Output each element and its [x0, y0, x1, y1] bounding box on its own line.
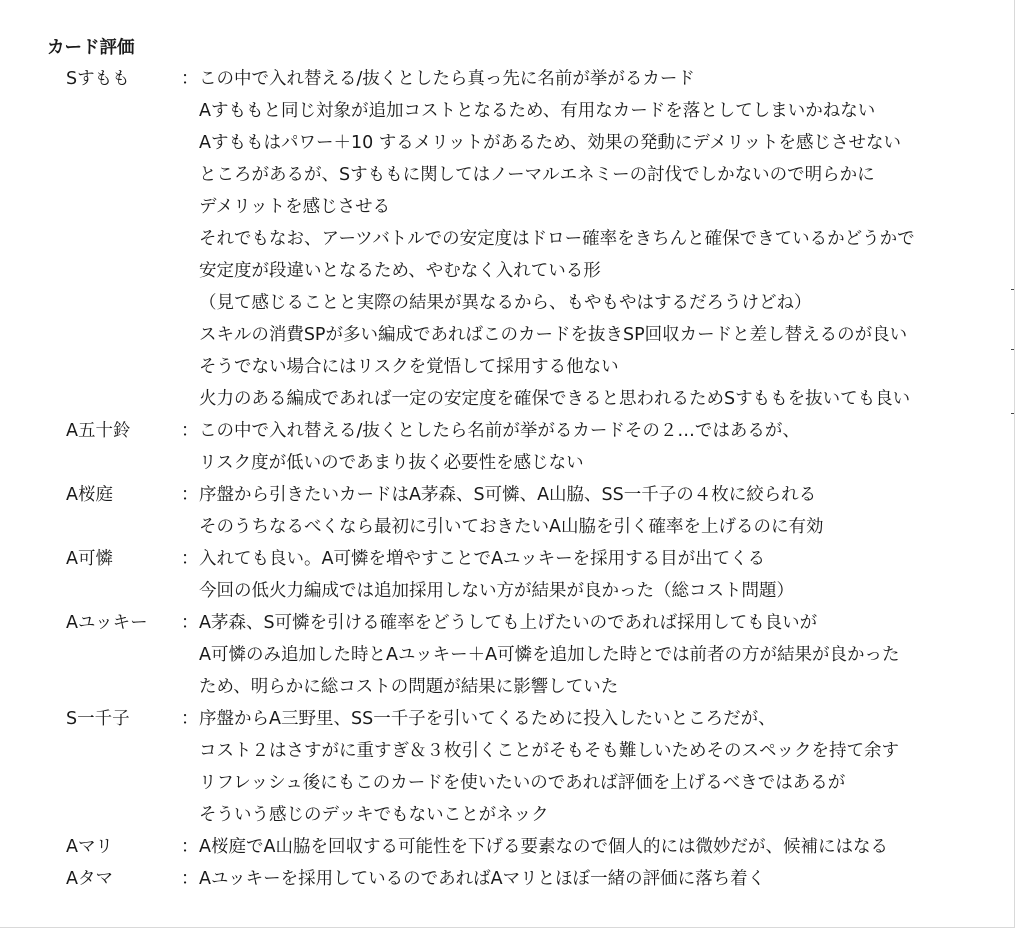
evaluation-text-line: Aすももと同じ対象が追加コストとなるため、有用なカードを落としてしまいかねない [199, 101, 876, 121]
evaluation-text-line: Aすももはパワー＋10 するメリットがあるため、効果の発動にデメリットを感じさせない [199, 133, 901, 153]
colon-separator: ： [181, 709, 199, 729]
card-name: A五十鈴 [66, 421, 131, 441]
evaluation-text-line: ところがあるが、Sすももに関してはノーマルエネミーの討伐でしかないので明らかに [199, 165, 875, 185]
evaluation-text-line: この中で入れ替える/抜くとしたら真っ先に名前が挙がるカード [199, 69, 695, 89]
evaluation-text-line: A茅森、S可憐を引ける確率をどうしても上げたいのであれば採用しても良いが [199, 613, 818, 633]
card-name: Sすもも [66, 69, 130, 89]
evaluation-text-line: A桜庭でA山脇を回収する可能性を下げる要素なので個人的には微妙だが、候補にはなる [199, 837, 888, 857]
evaluation-text-line: コスト２はさすがに重すぎ＆３枚引くことがそもそも難しいためそのスペックを持て余す [199, 741, 899, 761]
evaluation-text-line: 入れても良い。A可憐を増やすことでAユッキーを採用する目が出てくる [199, 549, 766, 569]
evaluation-text-line: （見て感じることと実際の結果が異なるから、もやもやはするだろうけどね） [199, 293, 812, 313]
evaluation-text-line: デメリットを感じさせる [199, 197, 391, 217]
evaluation-text-line: 安定度が段違いとなるため、やむなく入れている形 [199, 261, 601, 281]
evaluation-text-line: 序盤から引きたいカードはA茅森、S可憐、A山脇、SS一千子の４枚に絞られる [199, 485, 817, 505]
colon-separator: ： [181, 869, 199, 889]
card-name: Aタマ [66, 869, 113, 889]
card-name: Aマリ [66, 837, 113, 857]
evaluation-text-line: スキルの消費SPが多い編成であればこのカードを抜きSP回収カードと差し替えるのが良い [199, 325, 908, 345]
evaluation-text-line: 今回の低火力編成では追加採用しない方が結果が良かった（総コスト問題） [199, 581, 794, 601]
card-name: Aユッキー [66, 613, 148, 633]
evaluation-text-line: 序盤からA三野里、SS一千子を引いてくるために投入したいところだが、 [199, 709, 776, 729]
colon-separator: ： [181, 837, 199, 857]
evaluation-text-line: A可憐のみ追加した時とAユッキー＋A可憐を追加した時とでは前者の方が結果が良かった [199, 645, 900, 665]
document-title: カード評価 [47, 38, 135, 58]
evaluation-text-line: この中で入れ替える/抜くとしたら名前が挙がるカードその２…ではあるが、 [199, 421, 800, 441]
colon-separator: ： [181, 549, 199, 569]
evaluation-text-line: リスク度が低いのであまり抜く必要性を感じない [199, 453, 584, 473]
edge-tick-mark [1011, 289, 1014, 290]
evaluation-text-line: Aユッキーを採用しているのであればAマリとほぼ一緒の評価に落ち着く [199, 869, 766, 889]
edge-tick-mark [1011, 349, 1014, 350]
evaluation-text-line: そういう感じのデッキでもないことがネック [199, 805, 549, 825]
colon-separator: ： [181, 69, 199, 89]
evaluation-text-line: ため、明らかに総コストの問題が結果に影響していた [199, 677, 619, 697]
evaluation-text-line: それでもなお、アーツバトルでの安定度はドロー確率をきちんと確保できているかどうかで [199, 229, 915, 249]
colon-separator: ： [181, 485, 199, 505]
colon-separator: ： [181, 421, 199, 441]
card-name: A可憐 [66, 549, 113, 569]
evaluation-text-line: 火力のある編成であれば一定の安定度を確保できると思われるためSすももを抜いても良い [199, 389, 911, 409]
evaluation-text-line: そのうちなるべくなら最初に引いておきたいA山脇を引く確率を上げるのに有効 [199, 517, 824, 537]
edge-tick-mark [1011, 413, 1014, 414]
card-name: S一千子 [66, 709, 130, 729]
evaluation-text-line: リフレッシュ後にもこのカードを使いたいのであれば評価を上げるべきではあるが [199, 773, 846, 793]
evaluation-text-line: そうでない場合にはリスクを覚悟して採用する他ない [199, 357, 619, 377]
card-name: A桜庭 [66, 485, 113, 505]
colon-separator: ： [181, 613, 199, 633]
